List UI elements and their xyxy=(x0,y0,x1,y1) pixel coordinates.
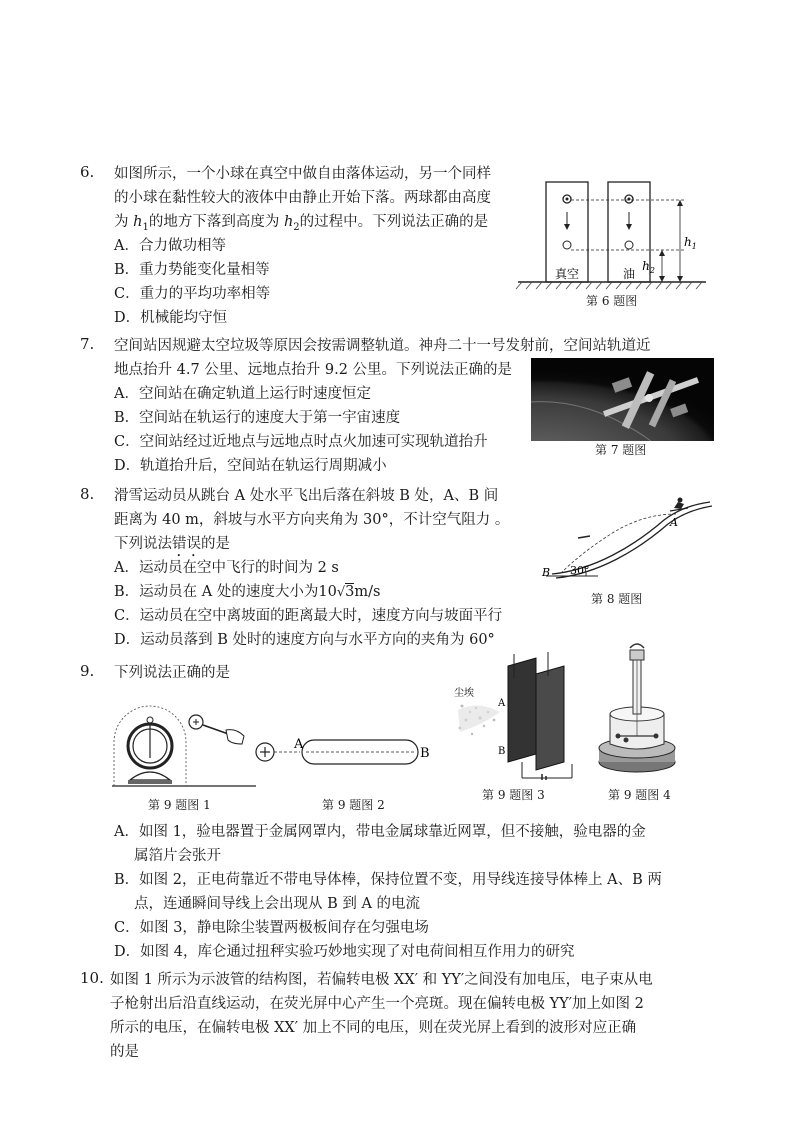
q7-stem-line-2: 地点抬升 4.7 公里、远地点抬升 9.2 公里。下列说法正确的是 xyxy=(114,362,513,378)
q6-option-c: C．重力的平均功率相等 xyxy=(114,286,271,302)
q9-fig2-B-label: B xyxy=(420,746,430,761)
q10-stem-line-1: 如图 1 所示为示波管的结构图，若偏转电极 XX′ 和 YY′之间没有加电压，电子束从电 xyxy=(110,972,653,988)
q8-option-b: B．运动员在 A 处的速度大小为10√3m/s xyxy=(114,580,380,605)
q7-stem-line-1: 空间站因规避太空垃圾等原因会按需调整轨道。神舟二十一号发射前，空间站轨道近 xyxy=(114,338,651,354)
q6-number: 6. xyxy=(80,163,95,181)
q10-stem-line-2: 子枪射出后沿直线运动，在荧光屏中心产生一个亮斑。现在偏转电极 YY′加上如图 2 xyxy=(110,996,644,1012)
q9-fig3-dust-label: 尘埃 xyxy=(454,688,474,699)
q6-fig-h2-label: $h_2$ xyxy=(642,259,655,275)
q9-option-b-line-2: 点，连通瞬间导线上会出现从 B 到 A 的电流 xyxy=(134,896,421,912)
q8-fig-B-label: B xyxy=(542,566,551,579)
sqrt-symbol: √ xyxy=(336,585,346,600)
q7-caption: 第 7 题图 xyxy=(595,443,647,457)
q8-stem-line-3: 下列说法错误的是 xyxy=(114,536,230,552)
q7-option-b: B．空间站在轨运行的速度大于第一宇宙速度 xyxy=(114,410,401,426)
q7-number: 7. xyxy=(80,335,95,353)
q6-option-a: A．合力做功相等 xyxy=(114,238,226,254)
q9-figure-3 xyxy=(448,650,578,780)
q10-stem-line-4: 的是 xyxy=(110,1044,139,1060)
q9-option-d: D．如图 4，库仑通过扭秤实验巧妙地实现了对电荷间相互作用力的研究 xyxy=(114,944,575,960)
q9-fig3-A-label: A xyxy=(498,698,506,709)
q8-stem-line-2: 距离为 40 m，斜坡与水平方向夹角为 30°，不计空气阻力 。 xyxy=(114,512,510,528)
q8-figure xyxy=(534,488,714,588)
q9-option-b-line-1: B．如图 2，正电荷靠近不带电导体棒，保持位置不变，用导线连接导体棒上 A、B 两 xyxy=(114,872,662,888)
q8-emphasis-word: 错误 xyxy=(172,536,201,552)
q7-space-station-photo xyxy=(531,358,714,441)
q6-fig-vacuum-label: 真空 xyxy=(554,267,580,281)
q8-option-a: A．运动员在空中飞行的时间为 2 s xyxy=(114,560,339,576)
q6-stem-line-3: 为 $h_1$的地方下落到高度为 $h_2$的过程中。下列说法正确的是 xyxy=(114,214,489,233)
q9-caption-3: 第 9 题图 3 xyxy=(482,788,545,802)
q6-stem-line-2: 的小球在黏性较大的液体中由静止开始下落。两球都由高度 xyxy=(114,190,491,206)
q8-stem-line-1: 滑雪运动员从跳台 A 处水平飞出后落在斜坡 B 处，A、B 间 xyxy=(114,488,499,504)
q9-caption-2: 第 9 题图 2 xyxy=(322,798,385,812)
q8-option-d: D．运动员落到 B 处时的速度方向与水平方向的夹角为 60° xyxy=(114,632,495,648)
skier-icon xyxy=(670,498,688,512)
q9-figure-1 xyxy=(108,700,260,792)
q6-fig-h1-label: $h_1$ xyxy=(684,235,697,251)
q6-figure xyxy=(514,170,714,295)
q6-option-d: D．机械能均守恒 xyxy=(114,310,228,326)
q9-stem: 下列说法正确的是 xyxy=(114,665,230,681)
q7-option-c: C．空间站经过近地点与远地点时点火加速可实现轨道抬升 xyxy=(114,434,488,450)
q9-option-a-line-1: A．如图 1，验电器置于金属网罩内，带电金属球靠近网罩，但不接触，验电器的金 xyxy=(114,824,646,840)
q8-fig-angle-label: 30° xyxy=(570,564,590,577)
q8-option-c: C．运动员在空中离坡面的距离最大时，速度方向与坡面平行 xyxy=(114,608,503,624)
q9-option-c: C．如图 3，静电除尘装置两极板间存在匀强电场 xyxy=(114,920,429,936)
q6-stem-line-1: 如图所示，一个小球在真空中做自由落体运动，另一个同样 xyxy=(114,166,491,182)
q6-caption: 第 6 题图 xyxy=(586,294,638,308)
q10-number: 10. xyxy=(80,969,104,987)
q7-option-d: D．轨道抬升后，空间站在轨运行周期减小 xyxy=(114,458,387,474)
q6-option-b: B．重力势能变化量相等 xyxy=(114,262,270,278)
q9-fig3-B-label: B xyxy=(498,746,506,757)
q9-figure-4 xyxy=(596,640,678,778)
q8-fig-A-label: A xyxy=(670,516,678,529)
q8-number: 8. xyxy=(80,485,95,503)
q6-fig-oil-label: 油 xyxy=(622,267,636,281)
q10-stem-line-3: 所示的电压，在偏转电极 XX′ 加上不同的电压，则在荧光屏上看到的波形对应正确 xyxy=(110,1020,637,1036)
q9-figure-2 xyxy=(250,728,440,778)
q9-option-a-line-2: 属箔片会张开 xyxy=(134,848,221,864)
q8-caption: 第 8 题图 xyxy=(591,592,643,606)
q9-caption-1: 第 9 题图 1 xyxy=(148,798,211,812)
q9-caption-4: 第 9 题图 4 xyxy=(608,788,671,802)
q9-number: 9. xyxy=(80,662,95,680)
q7-option-a: A．空间站在确定轨道上运行时速度恒定 xyxy=(114,386,371,402)
q9-fig2-A-label: A xyxy=(294,737,304,752)
